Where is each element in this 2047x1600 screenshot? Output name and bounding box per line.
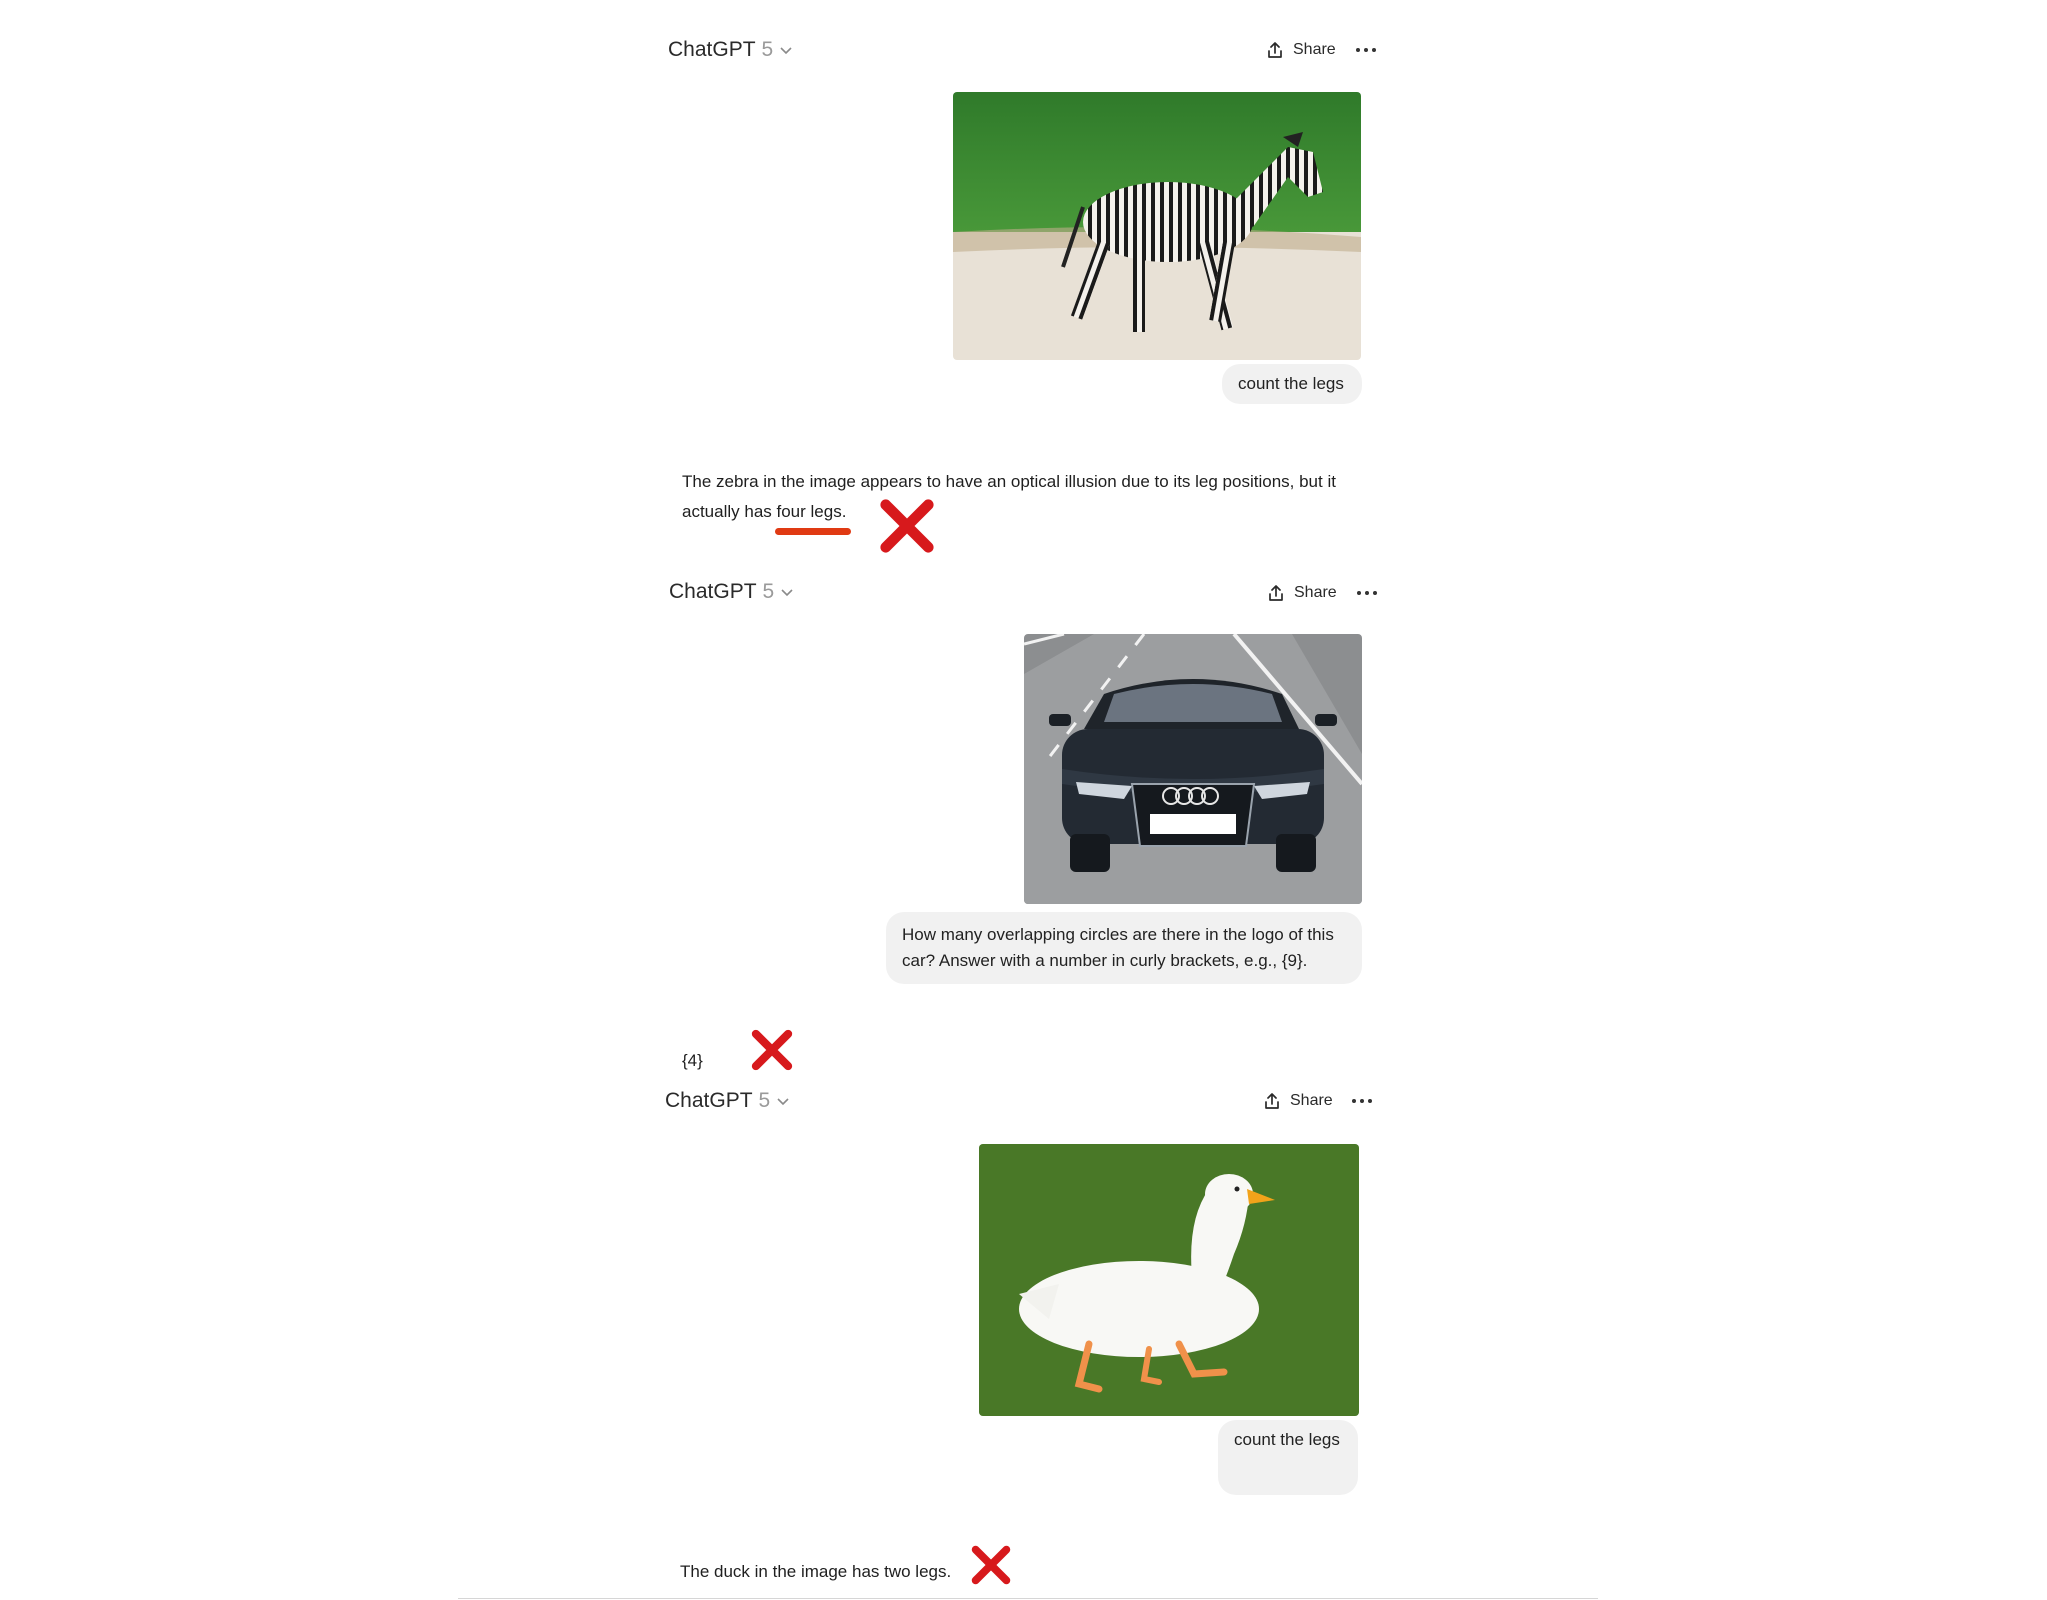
model-version[interactable]: 5: [758, 1089, 771, 1112]
divider: [458, 1598, 1598, 1599]
user-message-bubble: [886, 912, 1362, 984]
assistant-reply: The duck in the image has two legs.: [680, 1562, 952, 1581]
model-version[interactable]: 5: [762, 580, 775, 603]
share-label: Share: [1293, 41, 1336, 58]
share-icon: [1265, 40, 1285, 60]
model-name[interactable]: ChatGPT: [665, 1089, 753, 1112]
assistant-reply-line: The zebra in the image appears to have an optical illusion due to its leg positions, but it: [682, 472, 1336, 491]
share-button[interactable]: [1265, 32, 1336, 68]
user-message-text: count the legs: [1238, 374, 1344, 393]
share-label: Share: [1294, 584, 1337, 601]
assistant-reply: [682, 467, 1382, 527]
assistant-reply-line: [682, 497, 1382, 527]
assistant-reply-prefix: actually has: [682, 502, 777, 521]
more-options-icon: [1351, 1098, 1373, 1104]
red-underline-annotation: [775, 528, 851, 535]
chat-header-3: [665, 1081, 790, 1121]
share-label: Share: [1290, 1092, 1333, 1109]
chat-header-2: [669, 572, 794, 612]
x-mark-icon: [878, 497, 936, 555]
car-photo: [1024, 634, 1362, 904]
assistant-reply: {4}: [682, 1051, 703, 1070]
chat-header-1: [668, 30, 793, 70]
more-options-icon: [1356, 590, 1378, 596]
highlighted-answer: four legs.: [776, 502, 847, 521]
duck-photo: [979, 1144, 1359, 1416]
share-button[interactable]: [1266, 575, 1337, 611]
model-name[interactable]: ChatGPT: [669, 580, 757, 603]
chevron-down-icon[interactable]: [780, 587, 794, 597]
more-options-button[interactable]: [1347, 1086, 1377, 1116]
zebra-photo: [953, 92, 1361, 360]
x-mark-icon: [750, 1028, 794, 1072]
share-icon: [1266, 583, 1286, 603]
model-version[interactable]: 5: [761, 38, 774, 61]
more-options-button[interactable]: [1352, 578, 1382, 608]
x-mark-icon: [970, 1544, 1012, 1586]
user-message-bubble: [1222, 364, 1362, 404]
chevron-down-icon[interactable]: [779, 45, 793, 55]
more-options-button[interactable]: [1351, 35, 1381, 65]
chevron-down-icon[interactable]: [776, 1096, 790, 1106]
share-icon: [1262, 1091, 1282, 1111]
more-options-icon: [1355, 47, 1377, 53]
user-message-line: How many overlapping circles are there in the logo of this: [902, 925, 1334, 944]
user-message-text: count the legs: [1234, 1430, 1340, 1449]
model-name[interactable]: ChatGPT: [668, 38, 756, 61]
user-message-bubble: [1218, 1420, 1358, 1495]
share-button[interactable]: [1262, 1083, 1333, 1119]
user-message-line: car? Answer with a number in curly brackets, e.g., {9}.: [902, 951, 1308, 970]
